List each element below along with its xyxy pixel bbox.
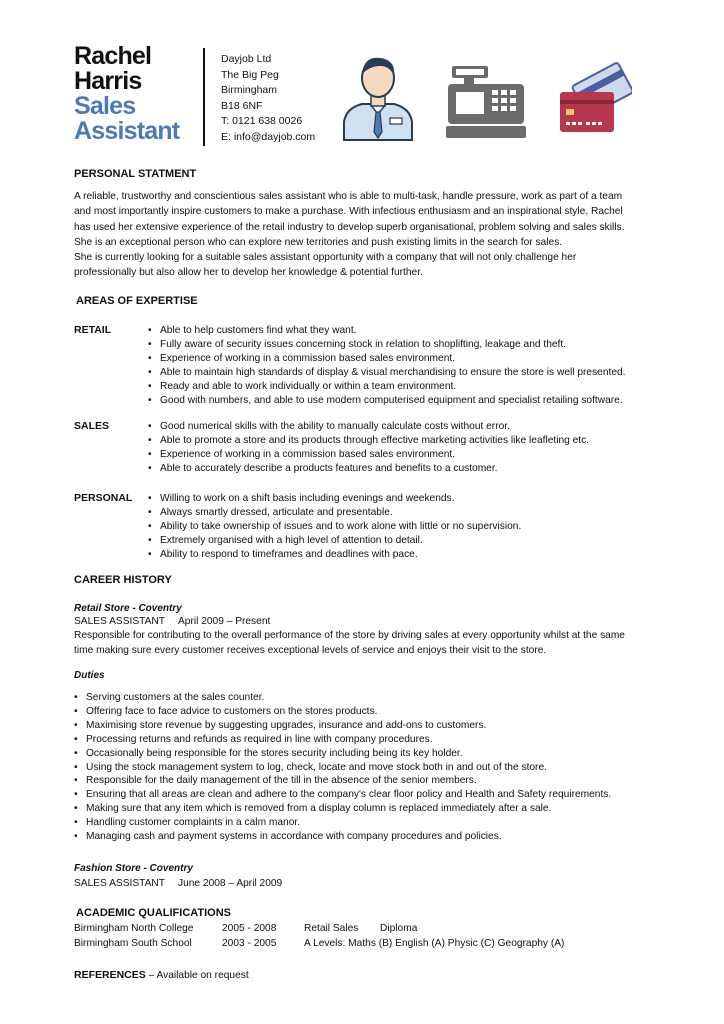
statement-line: A reliable, trustworthy and conscientious sales assistant who is able to multi-task, handle pressure, work as part of a team: [74, 191, 623, 202]
statement-line: has used her extensive experience of the retail industry to develop superb organisational, problem solving and sales skills.: [74, 221, 625, 233]
list-item: • Ready and able to work individually or within a team environment.: [148, 380, 626, 394]
expertise-list-retail: [148, 324, 626, 407]
list-item: • Good with numbers, and able to use modern computerised equipment and specialist retailing software.: [148, 394, 626, 408]
cash-register-icon: [446, 64, 526, 138]
contact-street: The Big Peg: [221, 68, 279, 81]
duties-heading: Duties: [74, 670, 105, 681]
salesperson-icon: [340, 52, 416, 142]
list-item: • Serving customers at the sales counter.: [74, 691, 611, 705]
academic-subject: A Levels: Maths (B) English (A) Physic (C) Geography (A): [304, 938, 565, 949]
list-item: • Offering face to face advice to customers on the stores products.: [74, 705, 611, 719]
job-title-line1: Sales: [74, 92, 136, 120]
contact-email: E: info@dayjob.com: [221, 130, 316, 143]
statement-line: and most importantly inspire customers to make a purchase. With infectious enthusiasm and an inspirational style, Rachel: [74, 206, 623, 218]
academic-years: 2003 - 2005: [222, 938, 277, 949]
list-item: • Using the stock management system to log, check, locate and move stock both in and out of the store.: [74, 761, 611, 775]
job2-role: SALES ASSISTANT: [74, 878, 165, 889]
first-name: Rachel: [74, 42, 152, 70]
expertise-label-sales: SALES: [74, 420, 110, 432]
academic-school: Birmingham North College: [74, 923, 194, 934]
job1-dates: April 2009 – Present: [178, 616, 271, 627]
statement-line: She is an exceptional person who can explore new territories and push existing limits in the search for sales.: [74, 236, 563, 248]
list-item: • Always smartly dressed, articulate and presentable.: [148, 506, 521, 520]
list-item: • Experience of working in a commission based sales environment.: [148, 352, 626, 366]
contact-postcode: B18 6NF: [221, 99, 263, 112]
expertise-list-sales: [148, 420, 589, 476]
list-item: • Handling customer complaints in a calm manor.: [74, 816, 611, 830]
list-item: • Ability to take ownership of issues and to work alone with little or no supervision.: [148, 520, 521, 534]
job-title-line2: Assistant: [74, 117, 180, 145]
references-line: [74, 969, 249, 981]
job1-role: SALES ASSISTANT: [74, 616, 165, 627]
expertise-heading: AREAS OF EXPERTISE: [76, 295, 198, 307]
credit-cards-icon: [556, 62, 632, 136]
personal-statement-text: [74, 189, 624, 281]
references-text: – Available on request: [145, 970, 249, 981]
list-item: • Good numerical skills with the ability to manually calculate costs without error.: [148, 420, 589, 434]
references-label: REFERENCES: [74, 969, 146, 981]
expertise-list-personal: [148, 492, 521, 562]
list-item: • Able to accurately describe a products features and benefits to a customer.: [148, 462, 589, 476]
job1-employer: Retail Store - Coventry: [74, 603, 182, 614]
summary-line: Responsible for contributing to the overall performance of the store by driving sales at every opportunity whilst at the same: [74, 630, 625, 641]
contact-company: Dayjob Ltd: [221, 53, 272, 65]
list-item: • Able to promote a store and its products through effective marketing activities like leafleting etc.: [148, 434, 589, 448]
list-item: • Fully aware of security issues concerning stock in relation to shoplifting, leakage and theft.: [148, 338, 626, 352]
list-item: • Extremely organised with a high level of attention to detail.: [148, 534, 521, 548]
personal-statement-heading: PERSONAL STATMENT: [74, 168, 197, 180]
list-item: • Processing returns and refunds as required in line with company procedures.: [74, 733, 611, 747]
job2-employer: Fashion Store - Coventry: [74, 863, 193, 874]
expertise-label-personal: PERSONAL: [74, 492, 133, 504]
last-name: Harris: [74, 67, 142, 95]
duties-list: [74, 691, 611, 844]
list-item: • Able to help customers find what they want.: [148, 324, 626, 338]
contact-block: [221, 52, 315, 146]
list-item: • Occasionally being responsible for the stores security including being its key holder.: [74, 747, 611, 761]
list-item: • Willing to work on a shift basis including evenings and weekends.: [148, 492, 521, 506]
statement-line: She is currently looking for a suitable sales assistant opportunity with a company that will not only challenge her: [74, 252, 577, 264]
career-heading: CAREER HISTORY: [74, 574, 172, 586]
job1-summary: [74, 628, 625, 658]
academic-school: Birmingham South School: [74, 938, 192, 949]
header-divider: [203, 48, 205, 146]
summary-line: time making sure every customer receives exceptional levels of service and enjoys their visit to the store.: [74, 645, 547, 656]
statement-line: professionally but also allow her to develop her knowledge & potential further.: [74, 267, 423, 279]
list-item: • Responsible for the daily management of the till in the absence of the senior members.: [74, 774, 611, 788]
job2-dates: June 2008 – April 2009: [178, 878, 283, 889]
list-item: • Ensuring that all areas are clean and adhere to the company's clear floor policy and Health and Safety requirements.: [74, 788, 611, 802]
candidate-name: [74, 44, 179, 144]
list-item: • Managing cash and payment systems in accordance with company procedures and policies.: [74, 830, 611, 844]
contact-city: Birmingham: [221, 84, 278, 97]
contact-phone: T: 0121 638 0026: [221, 115, 303, 128]
academic-subject: Retail Sales: [304, 923, 359, 934]
list-item: • Able to maintain high standards of display & visual merchandising to ensure the store is well presented.: [148, 366, 626, 380]
list-item: • Maximising store revenue by suggesting upgrades, insurance and add-ons to customers.: [74, 719, 611, 733]
list-item: • Making sure that any item which is removed from a display column is replaced immediately after a sale.: [74, 802, 611, 816]
expertise-label-retail: RETAIL: [74, 324, 112, 336]
list-item: • Ability to respond to timeframes and deadlines with pace.: [148, 548, 521, 562]
academic-award: Diploma: [380, 923, 418, 934]
academic-heading: ACADEMIC QUALIFICATIONS: [76, 907, 232, 919]
academic-years: 2005 - 2008: [222, 923, 277, 934]
list-item: • Experience of working in a commission based sales environment.: [148, 448, 589, 462]
